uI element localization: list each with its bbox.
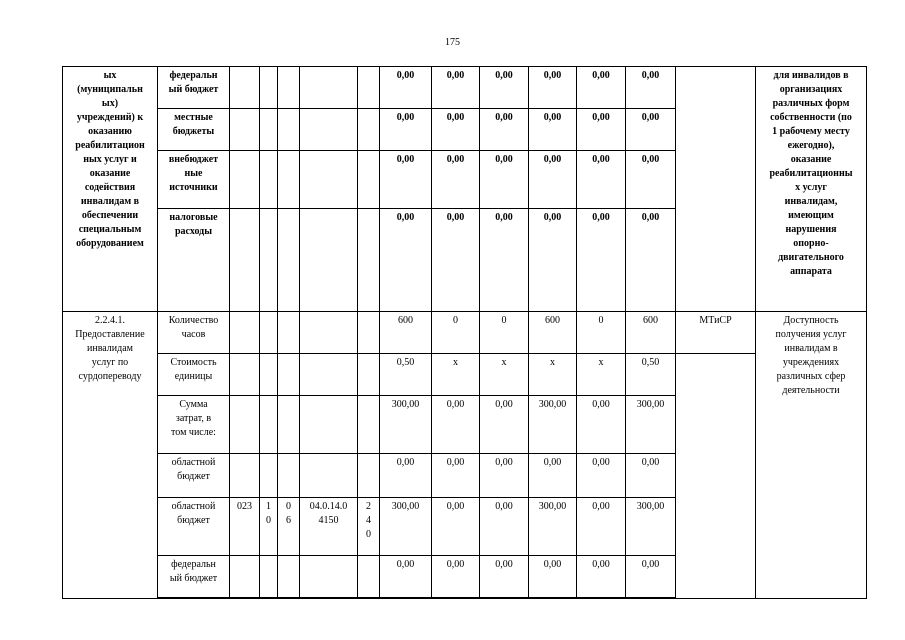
expected-result-cell-line: Доступность: [783, 315, 839, 326]
measure-name-cell-line: учреждений) к: [76, 112, 144, 123]
funding-source-cell-line: единицы: [174, 371, 213, 382]
spacer-cell: [358, 598, 380, 599]
funding-source-cell-line: Сумма: [179, 399, 208, 410]
measure-name-cell-line: ых: [103, 70, 117, 81]
expected-result-cell-line: ежегодно),: [787, 140, 835, 151]
code-cell: [260, 151, 278, 209]
measure-name-cell-line: ых): [101, 98, 119, 109]
code-cell: [260, 67, 278, 109]
measure-name-cell: [63, 67, 158, 312]
measure-name-cell-line: услуг по: [91, 357, 129, 368]
code-cell: [230, 556, 260, 598]
funding-source-cell-line: расходы: [174, 226, 213, 237]
value-cell: 0,00: [626, 151, 676, 209]
value-cell: 0,00: [529, 109, 577, 151]
code-cell: [260, 354, 278, 396]
funding-source-cell: [158, 556, 230, 598]
value-cell: 0,00: [529, 454, 577, 498]
vr-code-cell-line: 4: [366, 515, 371, 526]
funding-source-cell: [158, 151, 230, 209]
value-cell: 0,00: [380, 109, 432, 151]
code-cell: [278, 151, 300, 209]
value-cell: 0,00: [380, 556, 432, 598]
funding-source-cell: [158, 454, 230, 498]
expected-result-cell-line: различных сфер: [776, 371, 846, 382]
funding-source-cell-line: часов: [181, 329, 206, 340]
code-cell: [358, 67, 380, 109]
value-cell: 0: [480, 312, 529, 354]
value-cell: 0,00: [432, 556, 480, 598]
pr-code-cell: [278, 498, 300, 556]
value-cell: 0,00: [529, 556, 577, 598]
code-cell: [278, 454, 300, 498]
csr-code-cell-line: 04.0.14.0: [309, 501, 348, 512]
value-cell: 0,00: [529, 151, 577, 209]
code-cell: [278, 556, 300, 598]
spacer-cell: [278, 598, 300, 599]
code-cell: [278, 67, 300, 109]
spacer-cell: [480, 598, 529, 599]
expected-result-cell-line: опорно-: [793, 238, 829, 249]
value-cell: 600: [380, 312, 432, 354]
code-cell: [358, 354, 380, 396]
measure-name-cell-line: инвалидам: [86, 343, 133, 354]
executor-cell: [676, 67, 756, 312]
funding-source-cell-line: областной: [171, 457, 216, 468]
expected-result-cell-line: аппарата: [790, 266, 832, 277]
value-cell: 0,00: [380, 67, 432, 109]
value-cell: 0,00: [626, 454, 676, 498]
expected-result-cell: [756, 67, 867, 312]
vr-code-cell-line: 2: [366, 501, 371, 512]
value-cell: 0,00: [432, 209, 480, 312]
rz-code-cell: [260, 498, 278, 556]
expected-result-cell-line: 1 рабочему месту: [772, 126, 850, 137]
expected-result-cell-line: оказание: [790, 154, 832, 165]
table-body: [63, 67, 867, 599]
pr-code-cell-line: 6: [286, 515, 291, 526]
value-cell: 0,00: [577, 454, 626, 498]
value-cell: 300,00: [626, 396, 676, 454]
value-cell: 600: [529, 312, 577, 354]
value-cell: 0,00: [380, 151, 432, 209]
code-cell: [358, 109, 380, 151]
code-cell: [300, 312, 358, 354]
expected-result-cell-line: различных форм: [772, 98, 850, 109]
funding-source-cell: [158, 209, 230, 312]
value-cell: 0,00: [480, 556, 529, 598]
value-cell: х: [480, 354, 529, 396]
funding-source-cell-line: том числе:: [171, 427, 216, 438]
page-number: 175: [445, 37, 460, 48]
value-cell: х: [432, 354, 480, 396]
value-cell: 0,00: [577, 396, 626, 454]
table-row: [63, 354, 867, 396]
value-cell: 0,00: [577, 498, 626, 556]
code-cell: [278, 354, 300, 396]
table-row: [63, 312, 867, 354]
code-cell: [260, 454, 278, 498]
executor-cell-empty: [676, 354, 756, 599]
code-cell: [300, 454, 358, 498]
value-cell: 0,00: [480, 109, 529, 151]
funding-source-cell-line: ый бюджет: [169, 573, 218, 584]
spacer-cell: [158, 598, 230, 599]
code-cell: [230, 109, 260, 151]
code-cell: [230, 151, 260, 209]
code-cell: [300, 396, 358, 454]
code-cell: [260, 396, 278, 454]
code-cell: [260, 109, 278, 151]
funding-source-cell-line: областной: [171, 501, 216, 512]
value-cell: 0,00: [380, 209, 432, 312]
measure-name-cell-line: оказание: [89, 168, 131, 179]
rz-code-cell-line: 1: [266, 501, 271, 512]
funding-source-cell: [158, 396, 230, 454]
code-cell: [230, 312, 260, 354]
funding-source-cell-line: местные: [174, 112, 213, 123]
spacer-cell: [529, 598, 577, 599]
code-cell: [300, 209, 358, 312]
code-cell: [230, 354, 260, 396]
value-cell: 0,50: [626, 354, 676, 396]
funding-source-cell-line: Количество: [168, 315, 219, 326]
spacer-cell: [626, 598, 676, 599]
spacer-cell: [577, 598, 626, 599]
value-cell: 0,00: [432, 396, 480, 454]
funding-source-cell-line: налоговые: [169, 212, 218, 223]
value-cell: 0,00: [577, 109, 626, 151]
funding-source-cell-line: бюджет: [177, 515, 210, 526]
funding-source-cell-line: внебюджет: [168, 154, 219, 165]
value-cell: 0,00: [529, 67, 577, 109]
measure-name-cell-line: (муниципальн: [77, 84, 143, 95]
value-cell: 0: [432, 312, 480, 354]
funding-source-cell: [158, 312, 230, 354]
csr-code-cell: [300, 498, 358, 556]
funding-source-cell-line: бюджеты: [172, 126, 215, 137]
measure-name-cell-line: 2.2.4.1.: [95, 315, 125, 326]
value-cell: 300,00: [529, 396, 577, 454]
funding-source-cell-line: федеральн: [171, 559, 216, 570]
pr-code-cell-line: 0: [286, 501, 291, 512]
csr-code-cell-line: 4150: [318, 515, 339, 526]
table-row: [63, 67, 867, 109]
measure-name-cell-line: реабилитацион: [75, 140, 145, 151]
measure-name-cell-line: содействия: [84, 182, 136, 193]
measure-name-cell-line: оборудованием: [76, 238, 144, 249]
value-cell: 0,00: [380, 454, 432, 498]
value-cell: 0,00: [480, 67, 529, 109]
expected-result-cell-line: х услуг: [795, 182, 827, 193]
expected-result-cell-line: инвалидам,: [784, 196, 838, 207]
measure-name-cell-line: ных услуг и: [83, 154, 137, 165]
value-cell: 0,00: [432, 151, 480, 209]
funding-source-cell: [158, 354, 230, 396]
funding-source-cell-line: федеральн: [169, 70, 218, 81]
code-cell: [358, 209, 380, 312]
rz-code-cell-line: 0: [266, 515, 271, 526]
funding-source-cell-line: Стоимость: [170, 357, 217, 368]
value-cell: 0,00: [480, 498, 529, 556]
code-cell: [260, 556, 278, 598]
spacer-cell: [230, 598, 260, 599]
funding-source-cell-line: источники: [169, 182, 218, 193]
code-cell: [358, 151, 380, 209]
value-cell: 0,00: [577, 151, 626, 209]
expected-result-cell-line: организациях: [779, 84, 843, 95]
vr-code-cell-line: 0: [366, 529, 371, 540]
value-cell: 300,00: [626, 498, 676, 556]
funding-source-cell-line: затрат, в: [175, 413, 212, 424]
code-cell: [278, 396, 300, 454]
expected-result-cell-line: двигательного: [778, 252, 844, 263]
value-cell: 0,50: [380, 354, 432, 396]
funding-source-cell: [158, 109, 230, 151]
expected-result-cell: [756, 312, 867, 599]
value-cell: х: [529, 354, 577, 396]
expected-result-cell-line: деятельности: [782, 385, 840, 396]
value-cell: 600: [626, 312, 676, 354]
expected-result-cell-line: нарушения: [785, 224, 837, 235]
code-cell: [278, 312, 300, 354]
value-cell: 0,00: [480, 151, 529, 209]
funding-source-cell-line: бюджет: [177, 471, 210, 482]
expected-result-cell-line: реабилитационны: [769, 168, 853, 179]
expected-result-cell-line: имеющим: [788, 210, 834, 221]
code-cell: [230, 396, 260, 454]
funding-source-cell: [158, 498, 230, 556]
code-cell: [300, 109, 358, 151]
code-cell: [278, 209, 300, 312]
value-cell: 0,00: [626, 109, 676, 151]
code-cell: [300, 67, 358, 109]
program-table: [62, 66, 867, 599]
value-cell: 0,00: [480, 209, 529, 312]
value-cell: 0,00: [626, 556, 676, 598]
code-cell: [230, 454, 260, 498]
expected-result-cell-line: инвалидам в: [784, 343, 838, 354]
value-cell: 0,00: [432, 67, 480, 109]
value-cell: 0,00: [480, 454, 529, 498]
funding-source-cell-line: ый бюджет: [168, 84, 219, 95]
spacer-cell: [260, 598, 278, 599]
value-cell: 0,00: [577, 209, 626, 312]
value-cell: 300,00: [380, 396, 432, 454]
value-cell: 0,00: [626, 209, 676, 312]
funding-source-cell: [158, 67, 230, 109]
value-cell: 0,00: [432, 109, 480, 151]
code-cell: [300, 556, 358, 598]
value-cell: 0,00: [432, 454, 480, 498]
value-cell: 0,00: [577, 556, 626, 598]
value-cell: х: [577, 354, 626, 396]
code-cell: [260, 312, 278, 354]
measure-name-cell-line: инвалидам в: [80, 196, 140, 207]
measure-name-cell-line: оказанию: [88, 126, 132, 137]
expected-result-cell-line: получения услуг: [775, 329, 847, 340]
code-cell: [230, 67, 260, 109]
value-cell: 0,00: [432, 498, 480, 556]
vr-code-cell: [358, 498, 380, 556]
expected-result-cell-line: собственности (по: [770, 112, 852, 123]
measure-name-cell: [63, 312, 158, 599]
value-cell: 0,00: [577, 67, 626, 109]
executor-cell: МТиСР: [676, 312, 756, 354]
measure-name-cell-line: специальным: [78, 224, 142, 235]
code-cell: [358, 396, 380, 454]
funding-source-cell-line: ные: [184, 168, 203, 179]
expected-result-cell-line: для инвалидов в: [773, 70, 849, 81]
value-cell: 0,00: [626, 67, 676, 109]
code-cell: [358, 312, 380, 354]
value-cell: 300,00: [380, 498, 432, 556]
code-cell: [358, 556, 380, 598]
value-cell: 0,00: [529, 209, 577, 312]
spacer-cell: [380, 598, 432, 599]
measure-name-cell-line: сурдопереводу: [78, 371, 142, 382]
value-cell: 0: [577, 312, 626, 354]
code-cell: [300, 354, 358, 396]
value-cell: 0,00: [480, 396, 529, 454]
expected-result-cell-line: учреждениях: [782, 357, 840, 368]
value-cell: 300,00: [529, 498, 577, 556]
measure-name-cell-line: обеспечении: [81, 210, 139, 221]
spacer-cell: [432, 598, 480, 599]
code-cell: [230, 209, 260, 312]
grbs-code-cell: 023: [230, 498, 260, 556]
code-cell: [278, 109, 300, 151]
spacer-cell: [300, 598, 358, 599]
code-cell: [260, 209, 278, 312]
measure-name-cell-line: Предоставление: [75, 329, 145, 340]
code-cell: [300, 151, 358, 209]
code-cell: [358, 454, 380, 498]
